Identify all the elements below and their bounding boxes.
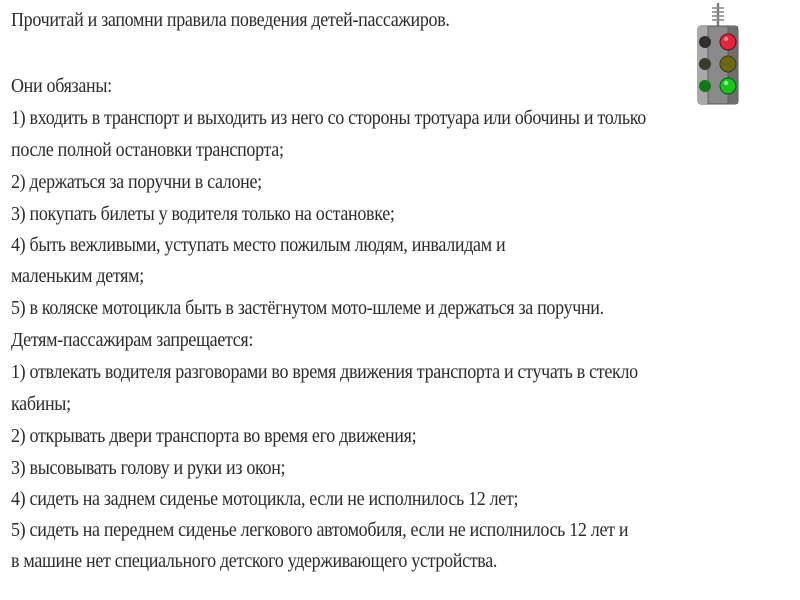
duties-heading: Они обязаны:	[11, 75, 112, 97]
prohibition-line: кабины;	[11, 393, 71, 415]
prohibition-line: 1) отвлекать водителя разговорами во время движения транспорта и стучать в стекло	[11, 361, 638, 383]
duty-line: после полной остановки транспорта;	[11, 139, 284, 161]
duty-line: 2) держаться за поручни в салоне;	[11, 171, 262, 193]
duty-line: 3) покупать билеты у водителя только на остановке;	[11, 203, 395, 225]
prohibition-line: 2) открывать двери транспорта во время его движения;	[11, 425, 417, 447]
duty-line: маленьким детям;	[11, 265, 144, 287]
duty-line: 1) входить в транспорт и выходить из него со стороны тротуара или обочины и только	[11, 107, 646, 129]
duty-line: 5) в коляске мотоцикла быть в застёгнутом мото-шлеме и держаться за поручни.	[11, 297, 604, 319]
prohibition-line: 5) сидеть на переднем сиденье легкового автомобиля, если не исполнилось 12 лет и	[11, 519, 629, 541]
traffic-light-icon	[692, 2, 744, 106]
prohibition-line: в машине нет специального детского удерживающего устройства.	[11, 550, 498, 572]
duty-line: 4) быть вежливыми, уступать место пожилым людям, инвалидам и	[11, 234, 506, 256]
prohibition-line: 3) высовывать голову и руки из окон;	[11, 457, 286, 479]
prohibition-line: 4) сидеть на заднем сиденье мотоцикла, если не исполнилось 12 лет;	[11, 488, 519, 510]
page-title: Прочитай и запомни правила поведения детей-пассажиров.	[11, 9, 450, 31]
prohibitions-heading: Детям-пассажирам запрещается:	[11, 329, 254, 351]
